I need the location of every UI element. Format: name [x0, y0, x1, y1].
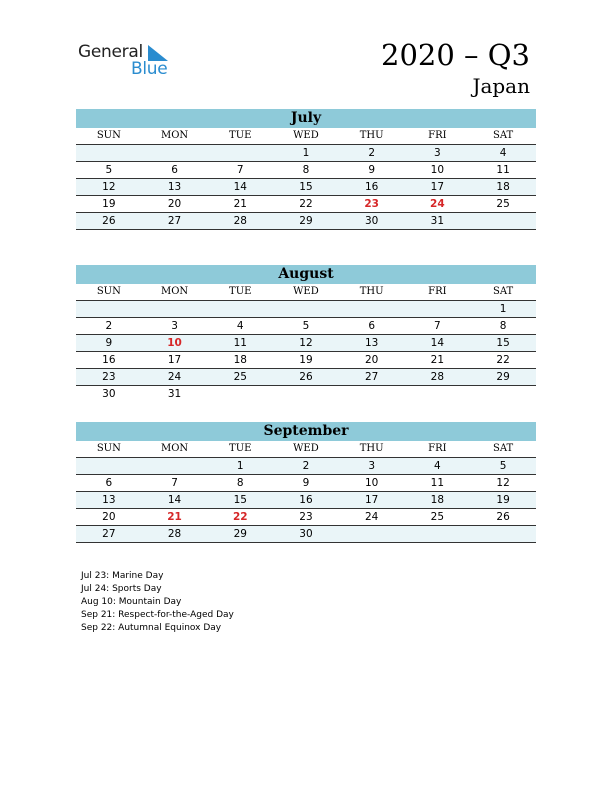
day-cell: 9 [339, 162, 405, 179]
day-cell [76, 301, 142, 318]
day-cell: 28 [405, 369, 471, 386]
day-cell: 25 [207, 369, 273, 386]
logo-word-blue: Blue [131, 59, 168, 79]
day-cell: 9 [273, 475, 339, 492]
weekday-header: FRI [405, 441, 471, 458]
weekday-header: SAT [470, 284, 536, 301]
day-cell: 4 [207, 318, 273, 335]
day-cell: 13 [339, 335, 405, 352]
day-cell [405, 526, 471, 543]
day-cell: 4 [405, 458, 471, 475]
day-cell: 8 [470, 318, 536, 335]
day-cell [76, 458, 142, 475]
day-cell: 20 [142, 196, 208, 213]
day-cell [207, 145, 273, 162]
month-grid [76, 128, 536, 230]
day-cell: 16 [273, 492, 339, 509]
weekday-header: THU [339, 441, 405, 458]
day-cell: 7 [142, 475, 208, 492]
day-cell: 9 [76, 335, 142, 352]
page-title: 2020 – Q3 [381, 38, 530, 72]
day-cell: 19 [273, 352, 339, 369]
week-row [76, 318, 536, 335]
day-cell: 27 [142, 213, 208, 230]
generalblue-logo [78, 42, 188, 82]
day-cell [142, 458, 208, 475]
day-cell: 19 [470, 492, 536, 509]
month-name: August [76, 265, 536, 284]
week-row [76, 145, 536, 162]
day-cell [207, 386, 273, 403]
day-cell [470, 526, 536, 543]
day-cell: 2 [339, 145, 405, 162]
day-cell: 14 [207, 179, 273, 196]
day-cell: 22 [273, 196, 339, 213]
day-cell: 8 [207, 475, 273, 492]
day-cell: 15 [470, 335, 536, 352]
day-cell [405, 301, 471, 318]
week-row [76, 369, 536, 386]
weekday-header: THU [339, 128, 405, 145]
day-cell: 14 [142, 492, 208, 509]
day-cell: 6 [76, 475, 142, 492]
day-cell [273, 301, 339, 318]
day-cell: 2 [76, 318, 142, 335]
weekday-header: SUN [76, 284, 142, 301]
weekday-header: THU [339, 284, 405, 301]
weekday-header: WED [273, 284, 339, 301]
weekday-header: SAT [470, 128, 536, 145]
day-cell: 21 [207, 196, 273, 213]
weekday-header: TUE [207, 441, 273, 458]
day-cell: 2 [273, 458, 339, 475]
week-row [76, 213, 536, 230]
day-cell: 5 [76, 162, 142, 179]
day-cell: 28 [142, 526, 208, 543]
day-cell: 5 [470, 458, 536, 475]
day-cell: 27 [76, 526, 142, 543]
day-cell [76, 145, 142, 162]
holiday-note: Sep 22: Autumnal Equinox Day [81, 623, 222, 633]
day-cell: 31 [405, 213, 471, 230]
day-cell: 11 [207, 335, 273, 352]
weekday-header: SAT [470, 441, 536, 458]
week-row [76, 526, 536, 543]
day-cell [142, 301, 208, 318]
day-cell: 18 [470, 179, 536, 196]
weekday-header: MON [142, 284, 208, 301]
day-cell: 22 [470, 352, 536, 369]
day-cell [470, 386, 536, 403]
logo-word-general: General [78, 42, 143, 62]
weekday-header: TUE [207, 128, 273, 145]
day-cell: 21 [142, 509, 208, 526]
day-cell: 23 [76, 369, 142, 386]
day-cell: 29 [207, 526, 273, 543]
weekday-header: MON [142, 128, 208, 145]
day-cell: 21 [405, 352, 471, 369]
day-cell: 15 [207, 492, 273, 509]
month-grid [76, 284, 536, 402]
week-row [76, 196, 536, 213]
day-cell: 12 [273, 335, 339, 352]
day-cell: 10 [339, 475, 405, 492]
week-row [76, 162, 536, 179]
country-name: Japan [472, 74, 530, 98]
day-cell: 6 [339, 318, 405, 335]
week-row [76, 301, 536, 318]
day-cell [339, 526, 405, 543]
day-cell [339, 301, 405, 318]
day-cell: 11 [405, 475, 471, 492]
day-cell: 22 [207, 509, 273, 526]
week-row [76, 509, 536, 526]
day-cell: 12 [470, 475, 536, 492]
holiday-note: Sep 21: Respect-for-the-Aged Day [81, 610, 234, 620]
day-cell: 17 [339, 492, 405, 509]
day-cell: 24 [405, 196, 471, 213]
day-cell: 13 [142, 179, 208, 196]
weekday-header: WED [273, 441, 339, 458]
day-cell: 30 [273, 526, 339, 543]
day-cell: 10 [405, 162, 471, 179]
day-cell: 23 [339, 196, 405, 213]
day-cell: 12 [76, 179, 142, 196]
day-cell: 24 [339, 509, 405, 526]
day-cell: 29 [273, 213, 339, 230]
day-cell: 24 [142, 369, 208, 386]
day-cell: 3 [405, 145, 471, 162]
day-cell: 31 [167, 388, 182, 400]
week-row [76, 492, 536, 509]
day-cell: 26 [470, 509, 536, 526]
day-cell: 18 [405, 492, 471, 509]
day-cell: 16 [76, 352, 142, 369]
day-cell: 4 [470, 145, 536, 162]
day-cell: 1 [470, 301, 536, 318]
day-cell: 30 [102, 388, 116, 400]
day-cell: 1 [273, 145, 339, 162]
day-cell [207, 301, 273, 318]
weekday-header: SUN [76, 128, 142, 145]
day-cell: 3 [339, 458, 405, 475]
month-calendar-july [76, 109, 536, 230]
day-cell [470, 213, 536, 230]
day-cell: 17 [405, 179, 471, 196]
week-row [76, 475, 536, 492]
weekday-header: MON [142, 441, 208, 458]
day-cell: 26 [273, 369, 339, 386]
day-cell: 20 [76, 509, 142, 526]
day-cell: 13 [76, 492, 142, 509]
day-cell: 11 [470, 162, 536, 179]
day-cell: 25 [405, 509, 471, 526]
day-cell: 7 [405, 318, 471, 335]
week-row [76, 352, 536, 369]
weekday-header: FRI [405, 284, 471, 301]
day-cell: 30 [339, 213, 405, 230]
weekday-header: FRI [405, 128, 471, 145]
day-cell: 23 [273, 509, 339, 526]
holiday-note: Aug 10: Mountain Day [81, 597, 182, 607]
day-cell [142, 145, 208, 162]
month-name: September [76, 422, 536, 441]
day-cell: 17 [142, 352, 208, 369]
day-cell: 27 [339, 369, 405, 386]
week-row [76, 386, 536, 403]
day-cell [273, 386, 339, 403]
holiday-note: Jul 23: Marine Day [81, 571, 164, 581]
month-grid [76, 441, 536, 543]
weekday-header: WED [273, 128, 339, 145]
day-cell: 28 [207, 213, 273, 230]
day-cell: 25 [470, 196, 536, 213]
month-name: July [76, 109, 536, 128]
week-row [76, 335, 536, 352]
day-cell: 10 [142, 335, 208, 352]
day-cell: 29 [470, 369, 536, 386]
holiday-list [81, 570, 234, 635]
day-cell: 7 [207, 162, 273, 179]
day-cell: 8 [273, 162, 339, 179]
day-cell: 26 [76, 213, 142, 230]
day-cell [339, 386, 405, 403]
day-cell: 1 [207, 458, 273, 475]
day-cell [405, 386, 471, 403]
day-cell: 6 [142, 162, 208, 179]
day-cell: 19 [76, 196, 142, 213]
day-cell: 3 [142, 318, 208, 335]
day-cell: 16 [339, 179, 405, 196]
day-cell: 5 [273, 318, 339, 335]
day-cell: 18 [207, 352, 273, 369]
day-cell: 20 [339, 352, 405, 369]
weekday-header: SUN [76, 441, 142, 458]
month-calendar-september [76, 422, 536, 543]
week-row [76, 179, 536, 196]
day-cell: 15 [273, 179, 339, 196]
day-cell: 14 [405, 335, 471, 352]
holiday-note: Jul 24: Sports Day [81, 584, 162, 594]
month-calendar-august [76, 265, 536, 402]
week-row [76, 458, 536, 475]
weekday-header: TUE [207, 284, 273, 301]
